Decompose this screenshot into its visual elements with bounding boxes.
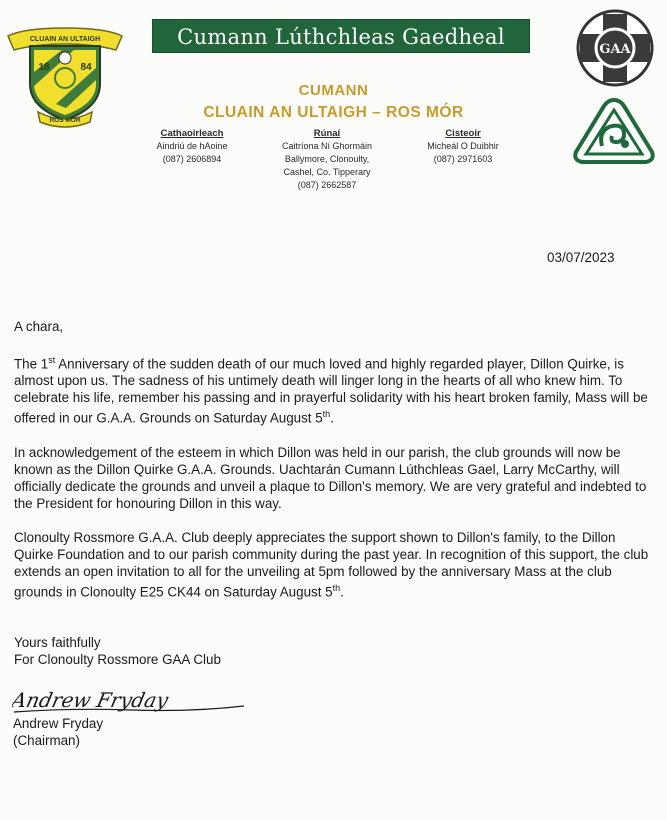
cul-emblem-logo [572,96,656,166]
officer-line: Caitríona Ní Ghormáin [281,141,373,151]
letter-date: 03/07/2023 [547,250,615,265]
crest-year-right: 84 [80,62,92,73]
officer-secretary [262,127,392,192]
gaa-logo [572,8,658,88]
signer-block [13,715,103,749]
officer-line: Ballymore, Clonoulty, [284,154,370,164]
closing-line-2: For Clonoulty Rossmore GAA Club [14,652,221,668]
crest-year-left: 18 [38,62,50,73]
officer-line: Micheál O Duibhir [427,141,499,151]
officer-treasurer [408,127,518,166]
paragraph-3: Clonoulty Rossmore G.A.A. Club deeply appreciates the support shown to Dillon's family, to the Dillon Quirke Foundation and to our parish community during the past year. In recognition of this support, the club extends an open invitation to all for the unveiling at 5pm followed by the anniversary Mass at the club grounds in Clonoulty E25 CK44 on Saturday August 5th. [14,529,649,600]
officer-line: (087) 2662587 [297,180,357,190]
officer-role: Rúnaí [313,128,341,139]
signature-script: Andrew Fryday [12,688,171,712]
officer-role: Cisteoir [445,128,481,139]
paragraph-1: The 1st Anniversary of the sudden death of our much loved and highly regarded player, Dillon Quirke, is almost upon us. The sadness of his untimely death will linger long in the hearts of all who knew him. To celebrate his life, remember his passing and in prayerful solidarity with his heart broken family, Mass will be offered in our G.A.A. Grounds on Saturday August 5th. [14,355,648,426]
signer-title: (Chairman) [13,733,80,748]
signer-name: Andrew Fryday [13,716,104,731]
crest-bottom-text: ROS MÓR [49,117,81,124]
officer-line: (087) 2606894 [162,154,222,164]
gaa-logo-text: GAA [599,42,631,57]
officer-role: Cathaoirleach [160,128,224,139]
crest-top-text: CLUAIN AN ULTAIGH [29,36,101,43]
officer-chairperson [137,127,247,166]
club-line-1: CUMANN [298,82,369,99]
officer-line: (087) 2971603 [433,154,493,164]
closing-line-1: Yours faithfully [14,635,101,651]
banner-title: Cumann Lúthchleas Gaedheal [152,19,530,53]
letter-body [14,318,654,668]
paragraph-2: In acknowledgement of the esteem in which Dillon was held in our parish, the club grounds will now be known as the Dillon Quirke G.A.A. Grounds. Uachtarán Cumann Lúthchleas Gael, Larry McCarthy, will officially dedicate the grounds and unveil a plaque to Dillon's memory. We are very grateful and indebted to the President for honouring Dillon in this way. [14,444,647,511]
officer-line: Cashel, Co. Tipperary [283,167,371,177]
salutation: A chara, [14,319,64,334]
officer-line: Aindriú de hAoine [156,141,228,151]
club-line-2: CLUAIN AN ULTAIGH – ROS MÓR [203,104,464,121]
